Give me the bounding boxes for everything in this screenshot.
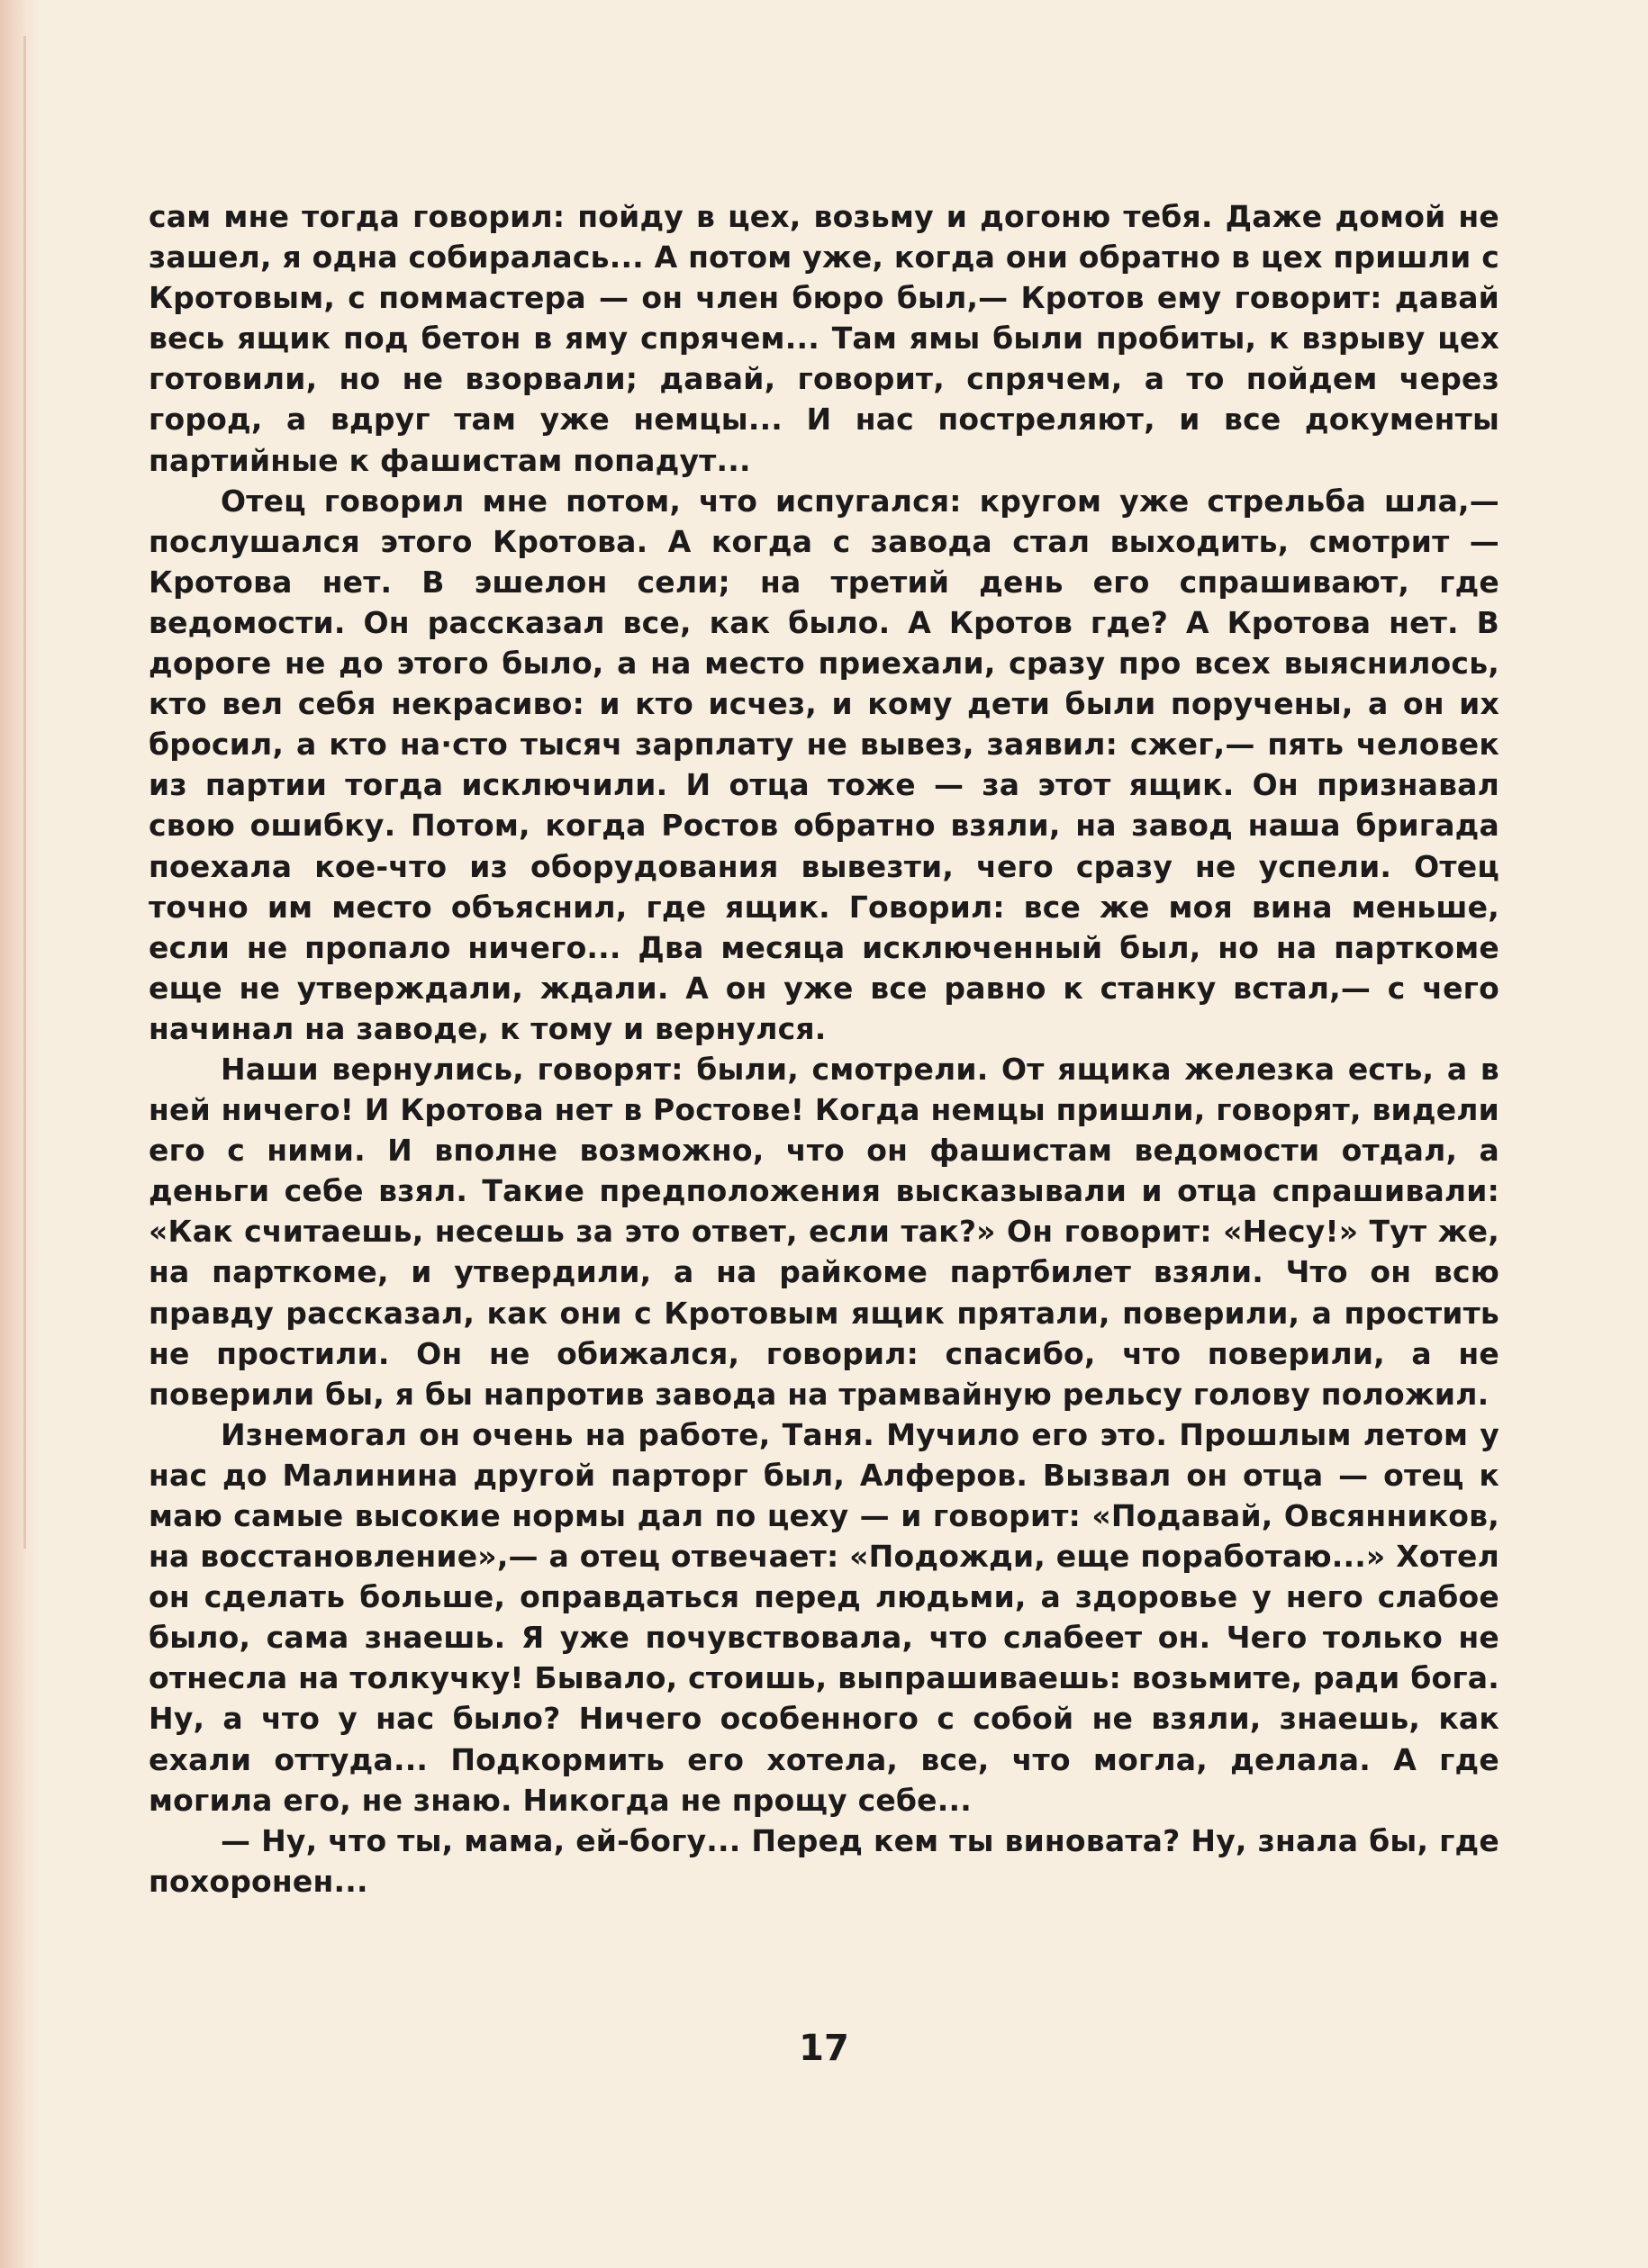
paragraph: Наши вернулись, говорят: были, смотрели. От ящика железка есть, а в ней ничего! И Кротова нет в Ростове! Когда немцы пришли, говорят, видели его с ними. И вполне возможно, что он фашистам ведомости отдал, а деньги себе взял. Такие предположения высказывали и отца спрашивали: «Как считаешь, несешь за это ответ, если так?» Он говорит: «Несу!» Тут же, на парткоме, и утвердили, а на райкоме партбилет взяли. Что он всю правду рассказал, как они с Кротовым ящик прятали, поверили, а простить не простили. Он не обижался, говорил: спасибо, что поверили, а не поверили бы, я бы напротив завода на трамвайную рельсу голову положил. (149, 1051, 1499, 1412)
page-number: 17 (799, 2028, 849, 2069)
dialogue-paragraph: — Ну, что ты, мама, ей-богу... Перед кем ты виновата? Ну, знала бы, где похоронен... (149, 1822, 1499, 1899)
paragraph: Изнемогал он очень на работе, Таня. Мучило его это. Прошлым летом у нас до Малинина другой парторг был, Алферов. Вызвал он отца — отец к маю самые высокие нормы дал по цеху — и говорит: «Подавай, Овсянников, на восстановление»,— а отец отвечает: «Подожди, еще поработаю...» Хотел он сделать больше, оправдаться перед людьми, а здоровье у него слабое было, сама знаешь. Я уже почувствовала, что слабеет он. Чего только не отнесла на толкучку! Бывало, стоишь, выпрашиваешь: возьмите, ради бога. Ну, а что у нас было? Ничего особенного с собой не взяли, знаешь, как ехали оттуда... Подкормить его хотела, все, что могла, делала. А где могила его, не знаю. Никогда не прощу себе... (149, 1416, 1499, 1818)
body-text (149, 196, 1499, 1902)
binding-mark (23, 36, 26, 1549)
page-edge (0, 0, 40, 2268)
paragraph: Отец говорил мне потом, что испугался: кругом уже стрельба шла,— послушался этого Кротова. А когда с завода стал выходить, смотрит — Кротова нет. В эшелон сели; на третий день его спрашивают, где ведомости. Он рассказал все, как было. А Кротов где? А Кротова нет. В дороге не до этого было, а на место приехали, сразу про всех выяснилось, кто вел себя некрасиво: и кто исчез, и кому дети были поручены, а он их бросил, а кто на·сто тысяч зарплату не вывез, заявил: сжег,— пять человек из партии тогда исключили. И отца тоже — за этот ящик. Он признавал свою ошибку. Потом, когда Ростов обратно взяли, на завод наша бригада поехала кое-что из оборудования вывезти, чего сразу не успели. Отец точно им место объяснил, где ящик. Говорил: все же моя вина меньше, если не пропало ничего... Два месяца исключенный был, но на парткоме еще не утверждали, ждали. А он уже все равно к станку встал,— с чего начинал на заводе, к тому и вернулся. (149, 483, 1499, 1046)
paragraph-continuation: сам мне тогда говорил: пойду в цех, возьму и догоню тебя. Даже домой не зашел, я одна собиралась... А потом уже, когда они обратно в цех пришли с Кротовым, с поммастера — он член бюро был,— Кротов ему говорит: давай весь ящик под бетон в яму спрячем... Там ямы были пробиты, к взрыву цех готовили, но не взорвали; давай, говорит, спрячем, а то пойдем через город, а вдруг там уже немцы... И нас постреляют, и все документы партийные к фашистам попадут... (149, 199, 1499, 478)
